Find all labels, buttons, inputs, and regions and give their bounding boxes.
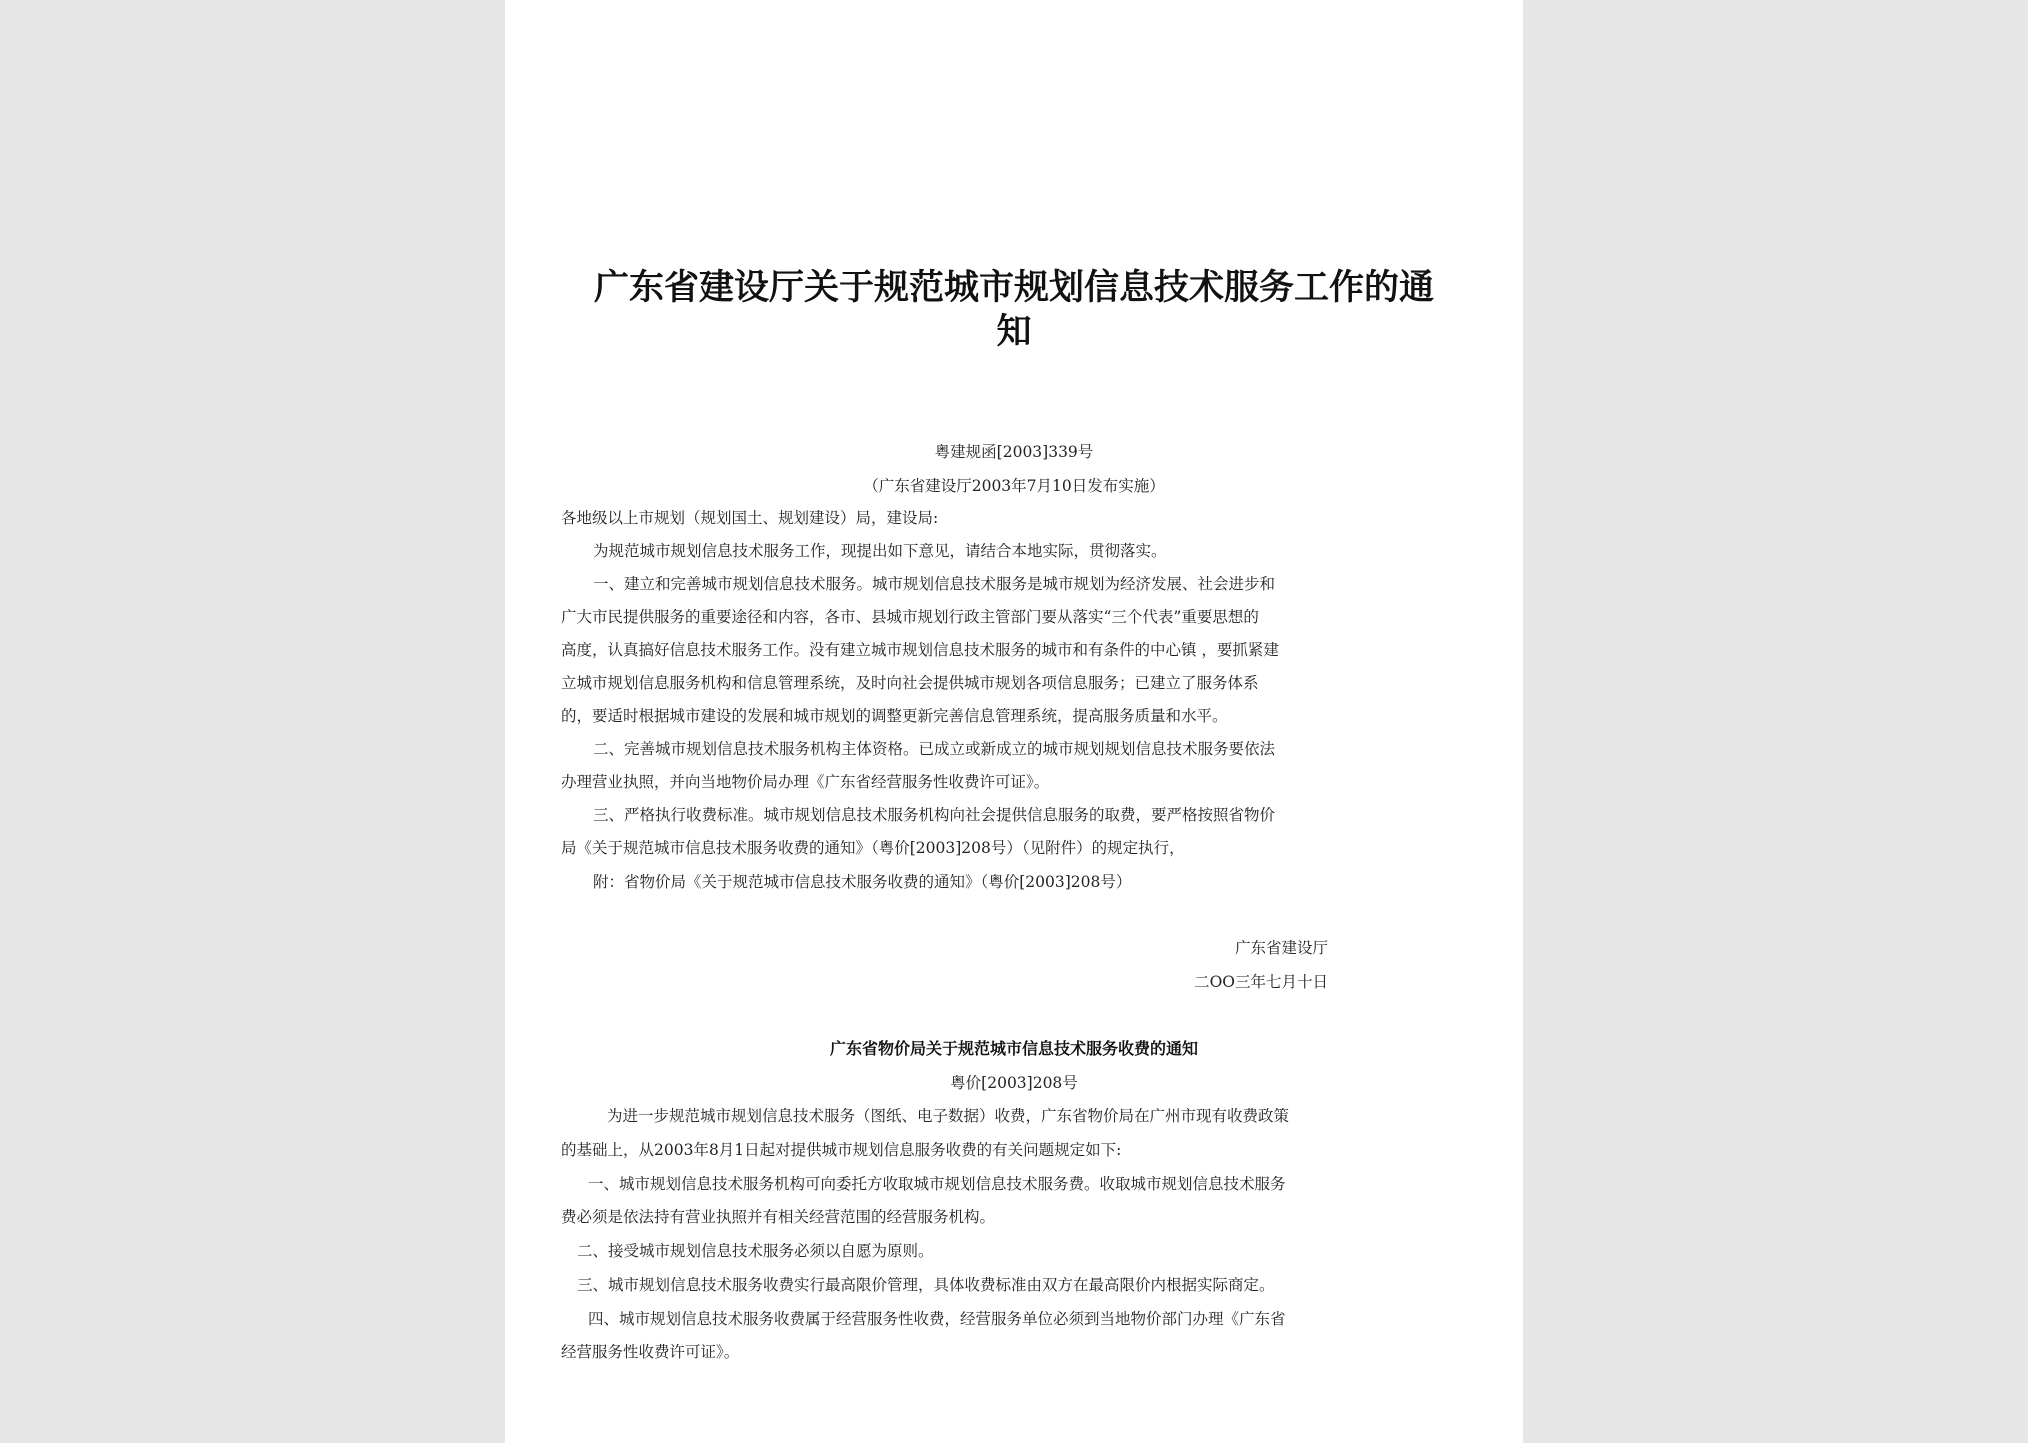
attachment-paragraph-line: 的基础上，从2003年8月1日起对提供城市规划信息服务收费的有关问题规定如下: <box>561 1141 1122 1159</box>
paragraph-line: 办理营业执照，并向当地物价局办理《广东省经营服务性收费许可证》。 <box>561 773 1050 791</box>
paragraph-line: 广大市民提供服务的重要途径和内容，各市、县城市规划行政主管部门要从落实“三个代表”重要思想的 <box>561 608 1259 626</box>
paragraph-line: 立城市规划信息服务机构和信息管理系统，及时向社会提供城市规划各项信息服务；已建立了服务体系 <box>561 674 1259 692</box>
document-number: 粤建规函[2003]339号 <box>934 443 1094 461</box>
paragraph-line: 为规范城市规划信息技术服务工作，现提出如下意见，请结合本地实际，贯彻落实。 <box>593 542 1167 560</box>
attachment-paragraph-line: 一、城市规划信息技术服务机构可向委托方收取城市规划信息技术服务费。收取城市规划信息技术服务 <box>588 1175 1286 1193</box>
attachment-paragraph-line: 三、城市规划信息技术服务收费实行最高限价管理，具体收费标准由双方在最高限价内根据实际商定。 <box>577 1276 1275 1294</box>
signature-date: 二OO三年七月十日 <box>1194 973 1328 991</box>
attachment-note: 附：省物价局《关于规范城市信息技术服务收费的通知》（粤价[2003]208号） <box>593 873 1132 891</box>
addressee-line: 各地级以上市规划（规划国土、规划建设）局，建设局: <box>561 509 939 527</box>
paragraph-line: 二、完善城市规划信息技术服务机构主体资格。已成立或新成立的城市规划规划信息技术服务要依法 <box>593 740 1276 758</box>
attachment-paragraph-line: 经营服务性收费许可证》。 <box>561 1343 740 1361</box>
issue-note: （广东省建设厅2003年7月10日发布实施） <box>863 477 1165 495</box>
attachment-paragraph-line: 费必须是依法持有营业执照并有相关经营范围的经营服务机构。 <box>561 1208 996 1226</box>
paragraph-line: 高度，认真搞好信息技术服务工作。没有建立城市规划信息技术服务的城市和有条件的中心镇 ，要抓紧建 <box>561 641 1279 659</box>
attachment-title: 广东省物价局关于规范城市信息技术服务收费的通知 <box>829 1039 1198 1058</box>
attachment-paragraph-line: 为进一步规范城市规划信息技术服务（图纸、电子数据）收费，广东省物价局在广州市现有收费政策 <box>607 1107 1290 1125</box>
signature-organization: 广东省建设厅 <box>1234 939 1328 957</box>
attachment-doc-number: 粤价[2003]208号 <box>950 1074 1078 1092</box>
paragraph-line: 的，要适时根据城市建设的发展和城市规划的调整更新完善信息管理系统，提高服务质量和水平。 <box>561 707 1228 725</box>
paragraph-line: 三、严格执行收费标准。城市规划信息技术服务机构向社会提供信息服务的取费，要严格按照省物价 <box>593 806 1276 824</box>
paragraph-line: 一、建立和完善城市规划信息技术服务。城市规划信息技术服务是城市规划为经济发展、社会进步和 <box>593 575 1276 593</box>
paragraph-line: 局《关于规范城市信息技术服务收费的通知》（粤价[2003]208号）（见附件）的规定执行， <box>561 839 1185 857</box>
attachment-paragraph-line: 二、接受城市规划信息技术服务必须以自愿为原则。 <box>577 1242 934 1260</box>
document-title-line-2: 知 <box>996 311 1032 352</box>
document-page <box>505 0 1523 1443</box>
attachment-paragraph-line: 四、城市规划信息技术服务收费属于经营服务性收费，经营服务单位必须到当地物价部门办理《广东省 <box>588 1310 1286 1328</box>
document-title-line-1: 广东省建设厅关于规范城市规划信息技术服务工作的通 <box>593 267 1434 308</box>
